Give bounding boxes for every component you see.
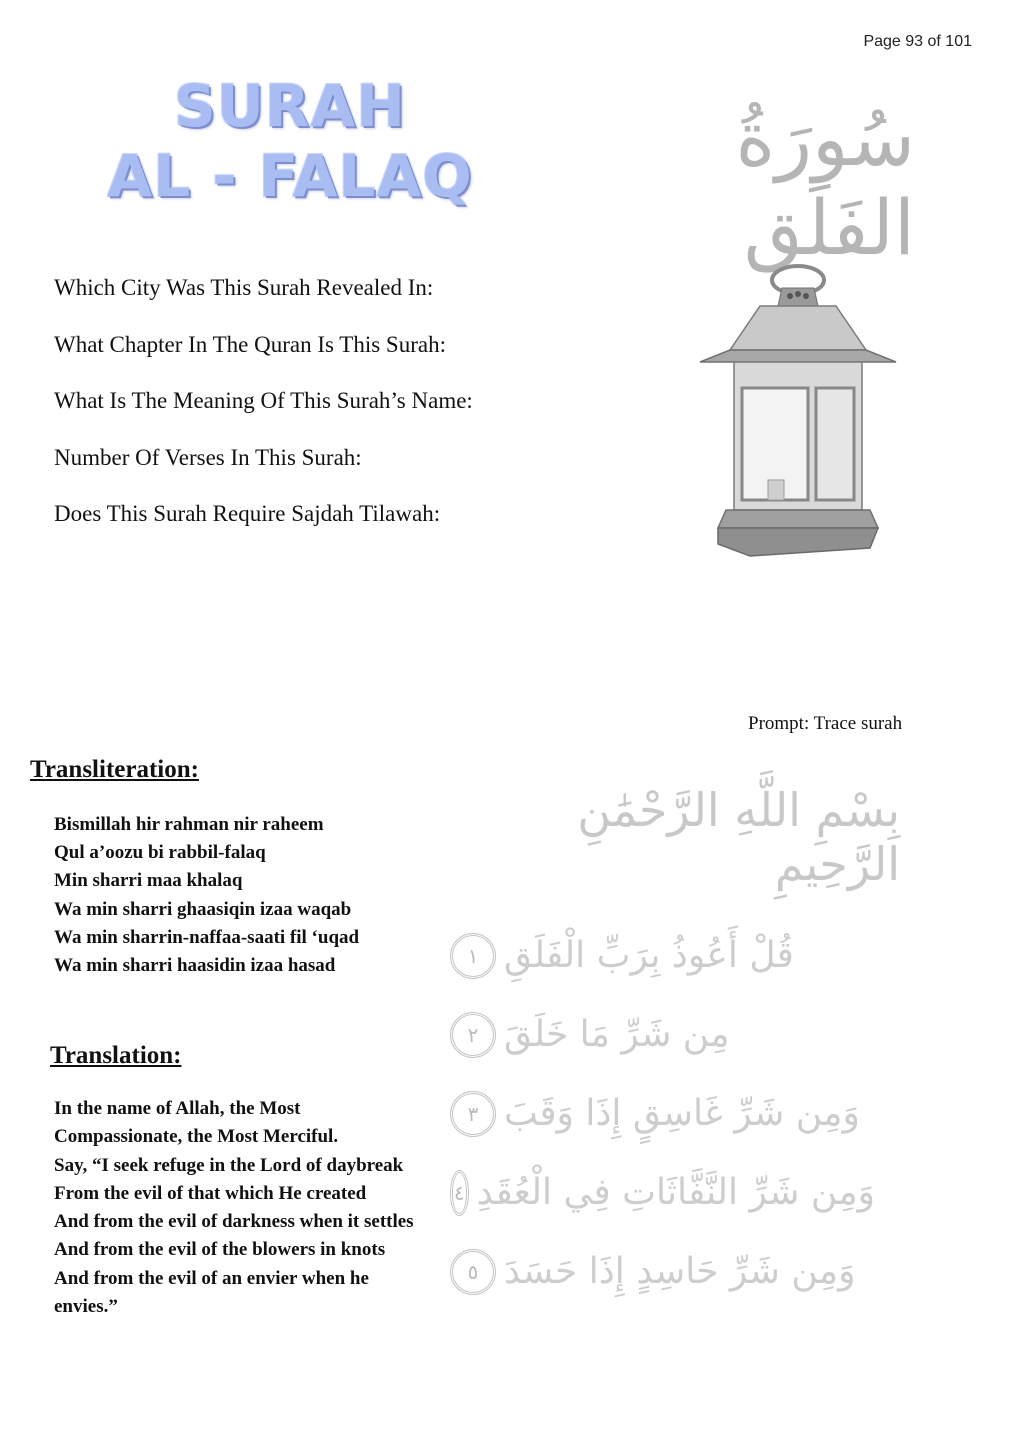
transliteration-list	[54, 811, 359, 980]
verse-text: وَمِن شَرِّ غَاسِقٍ إِذَا وَقَبَ	[504, 1093, 860, 1134]
verse-line	[450, 1232, 875, 1311]
verse-text: مِن شَرِّ مَا خَلَقَ	[504, 1014, 730, 1055]
verse-number-marker: ١	[450, 933, 496, 979]
question-city: Which City Was This Surah Revealed In:	[54, 275, 434, 300]
page-number: Page 93 of 101	[863, 33, 972, 50]
verse-text: وَمِن شَرِّ حَاسِدٍ إِذَا حَسَدَ	[504, 1251, 856, 1292]
transliteration-heading: Transliteration:	[30, 756, 199, 783]
question-list	[54, 275, 473, 558]
verse-number-marker: ٥	[450, 1249, 496, 1295]
prompt-text: Prompt: Trace surah	[748, 713, 903, 734]
transliteration-line: Wa min sharrin-naffaa-saati fil ‘uqad	[54, 926, 360, 948]
verse-number-marker: ٢	[450, 1012, 496, 1058]
transliteration-line: Wa min sharri ghaasiqin izaa waqab	[54, 898, 352, 920]
question-verses: Number Of Verses In This Surah:	[54, 444, 362, 470]
translation-line: Compassionate, the Most Merciful.	[54, 1126, 339, 1148]
translation-list	[54, 1095, 454, 1321]
transliteration-line: Qul a’oozu bi rabbil-falaq	[54, 842, 266, 864]
translation-line: Say, “I seek refuge in the Lord of daybreak	[54, 1154, 404, 1176]
title-line-2: AL - FALAQ	[107, 141, 473, 210]
basmala-trace: بِسْمِ اللَّهِ الرَّحْمَٰنِ الرَّحِيمِ	[577, 783, 900, 891]
translation-line: From the evil of that which He created	[54, 1182, 367, 1204]
verse-number-marker: ٤	[450, 1170, 469, 1216]
translation-line: And from the evil of darkness when it settles	[54, 1211, 414, 1233]
verse-line	[450, 1153, 875, 1232]
verse-line	[450, 995, 875, 1074]
arabic-title: سُورَةُ الفَلَق	[735, 94, 915, 272]
verse-number-marker: ٣	[450, 1091, 496, 1137]
question-meaning: What Is The Meaning Of This Surah’s Name:	[54, 388, 473, 413]
question-sajdah: Does This Surah Require Sajdah Tilawah:	[54, 501, 441, 526]
title-line-1: SURAH	[174, 72, 406, 140]
translation-line: In the name of Allah, the Most	[54, 1098, 301, 1119]
page-title	[60, 72, 520, 211]
arabic-verses-trace	[450, 916, 875, 1311]
verse-text: قُلْ أَعُوذُ بِرَبِّ الْفَلَقِ	[504, 935, 794, 976]
transliteration-line: Bismillah hir rahman nir raheem	[54, 814, 324, 835]
question-chapter: What Chapter In The Quran Is This Surah:	[54, 331, 446, 357]
translation-line: And from the evil of the blowers in knots	[54, 1239, 386, 1261]
transliteration-line: Min sharri maa khalaq	[54, 870, 243, 892]
translation-line: envies.”	[54, 1296, 118, 1318]
verse-line	[450, 1074, 875, 1153]
translation-line: And from the evil of an envier when he	[54, 1267, 369, 1289]
lantern-illustration	[690, 258, 905, 563]
verse-line	[450, 916, 875, 995]
verse-text: وَمِن شَرِّ النَّفَّاثَاتِ فِي الْعُقَدِ	[476, 1172, 875, 1213]
translation-heading: Translation:	[50, 1042, 182, 1069]
transliteration-line: Wa min sharri haasidin izaa hasad	[54, 955, 336, 977]
